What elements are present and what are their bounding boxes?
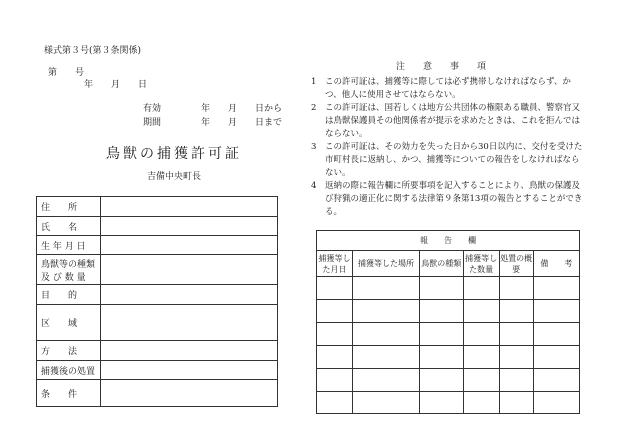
- report-header-row: [317, 251, 580, 277]
- report-cell[interactable]: [533, 392, 579, 414]
- row-value-field[interactable]: [101, 380, 278, 407]
- report-heading: 報 告 欄: [317, 231, 580, 251]
- row-value-field[interactable]: [101, 255, 278, 285]
- column-header: 捕獲等した月日: [317, 251, 353, 277]
- table-row: [37, 197, 278, 217]
- column-header: 捕獲等した場所: [353, 251, 420, 277]
- report-cell[interactable]: [419, 300, 463, 323]
- row-value-field[interactable]: [101, 285, 278, 305]
- table-row: [317, 323, 580, 346]
- report-cell[interactable]: [419, 392, 463, 414]
- report-cell[interactable]: [499, 346, 533, 369]
- number-label: 第 号: [48, 68, 85, 78]
- row-value-field[interactable]: [101, 305, 278, 341]
- column-header: 鳥獣の種類: [419, 251, 463, 277]
- issuer-name: 吉備中央町長: [147, 172, 202, 182]
- table-row: [37, 236, 278, 255]
- report-cell[interactable]: [533, 300, 579, 323]
- report-cell[interactable]: [463, 392, 499, 414]
- notes-list: [311, 76, 583, 219]
- table-row: [317, 300, 580, 323]
- report-heading-row: [317, 231, 580, 251]
- note-item: 4 返納の際に報告欄に所要事項を記入することにより、鳥獣の保護及び狩猟の適正化に関する法律第９条第13項の報告とすることができる。: [311, 181, 583, 217]
- note-item: 1 この許可証は、捕獲等に際しては必ず携帯しなければならず、かつ、他人に使用させてはならない。: [311, 77, 571, 100]
- report-cell[interactable]: [353, 323, 420, 346]
- page-title: 鳥獣の捕獲許可証: [106, 146, 242, 162]
- table-row: [37, 255, 278, 285]
- report-cell[interactable]: [353, 346, 420, 369]
- row-label: 鳥獣等の種類 及 び 数 量: [37, 255, 101, 285]
- report-cell[interactable]: [499, 323, 533, 346]
- issue-date: 年 月 日: [84, 80, 148, 90]
- row-label: 条 件: [37, 380, 101, 407]
- form-code: 様式第３号(第３条関係): [44, 46, 142, 56]
- row-value-field[interactable]: [101, 217, 278, 236]
- note-item: 3 この許可証は、その効力を失った日から30日以内に、交付を受けた市町村長に返納し、かつ、捕獲等についての報告をしなければならない。: [311, 142, 583, 178]
- column-header: 処置の概要: [499, 251, 533, 277]
- report-cell[interactable]: [419, 369, 463, 392]
- note-item: 2 この許可証は、国若しくは地方公共団体の権限ある職員、警察官又は鳥獣保護員その他関係者が提示を求めたときは、これを拒んではならない。: [311, 103, 581, 139]
- row-value-field[interactable]: [101, 361, 278, 380]
- report-cell[interactable]: [353, 300, 420, 323]
- row-label: 生 年 月 日: [37, 236, 101, 255]
- period-label: 期間: [143, 118, 162, 128]
- table-row: [317, 369, 580, 392]
- row-label: 方 法: [37, 341, 101, 361]
- column-header: 捕獲等した数量: [463, 251, 499, 277]
- report-cell[interactable]: [533, 369, 579, 392]
- row-label: 区 域: [37, 305, 101, 341]
- row-value-field[interactable]: [101, 236, 278, 255]
- table-row: [37, 217, 278, 236]
- applicant-table: [36, 196, 278, 407]
- report-cell[interactable]: [499, 392, 533, 414]
- table-row: [37, 380, 278, 407]
- table-row: [317, 346, 580, 369]
- notes-heading: 注 意 事 項: [396, 62, 487, 72]
- table-row: [37, 361, 278, 380]
- valid-from-date: 年 月 日から: [201, 104, 283, 114]
- report-cell[interactable]: [317, 346, 353, 369]
- report-cell[interactable]: [463, 323, 499, 346]
- row-label: 住 所: [37, 197, 101, 217]
- report-cell[interactable]: [499, 300, 533, 323]
- valid-label: 有効: [143, 104, 162, 114]
- report-cell[interactable]: [463, 346, 499, 369]
- report-cell[interactable]: [499, 277, 533, 300]
- valid-until-date: 年 月 日まで: [201, 118, 283, 128]
- column-header: 備 考: [533, 251, 579, 277]
- report-cell[interactable]: [419, 346, 463, 369]
- report-cell[interactable]: [317, 392, 353, 414]
- report-cell[interactable]: [533, 277, 579, 300]
- report-cell[interactable]: [317, 369, 353, 392]
- table-row: [317, 277, 580, 300]
- table-row: [37, 285, 278, 305]
- report-cell[interactable]: [317, 300, 353, 323]
- report-cell[interactable]: [533, 346, 579, 369]
- row-label: 目 的: [37, 285, 101, 305]
- row-label: 捕獲後の処置: [37, 361, 101, 380]
- table-row: [317, 392, 580, 414]
- report-cell[interactable]: [353, 277, 420, 300]
- table-row: [37, 305, 278, 341]
- row-value-field[interactable]: [101, 197, 278, 217]
- report-cell[interactable]: [463, 300, 499, 323]
- report-cell[interactable]: [463, 277, 499, 300]
- report-cell[interactable]: [419, 277, 463, 300]
- row-label: 氏 名: [37, 217, 101, 236]
- report-cell[interactable]: [317, 277, 353, 300]
- report-cell[interactable]: [463, 369, 499, 392]
- report-cell[interactable]: [317, 323, 353, 346]
- report-cell[interactable]: [533, 323, 579, 346]
- report-cell[interactable]: [353, 392, 420, 414]
- table-row: [37, 341, 278, 361]
- report-cell[interactable]: [353, 369, 420, 392]
- report-table: [316, 230, 580, 414]
- report-cell[interactable]: [419, 323, 463, 346]
- report-cell[interactable]: [499, 369, 533, 392]
- row-value-field[interactable]: [101, 341, 278, 361]
